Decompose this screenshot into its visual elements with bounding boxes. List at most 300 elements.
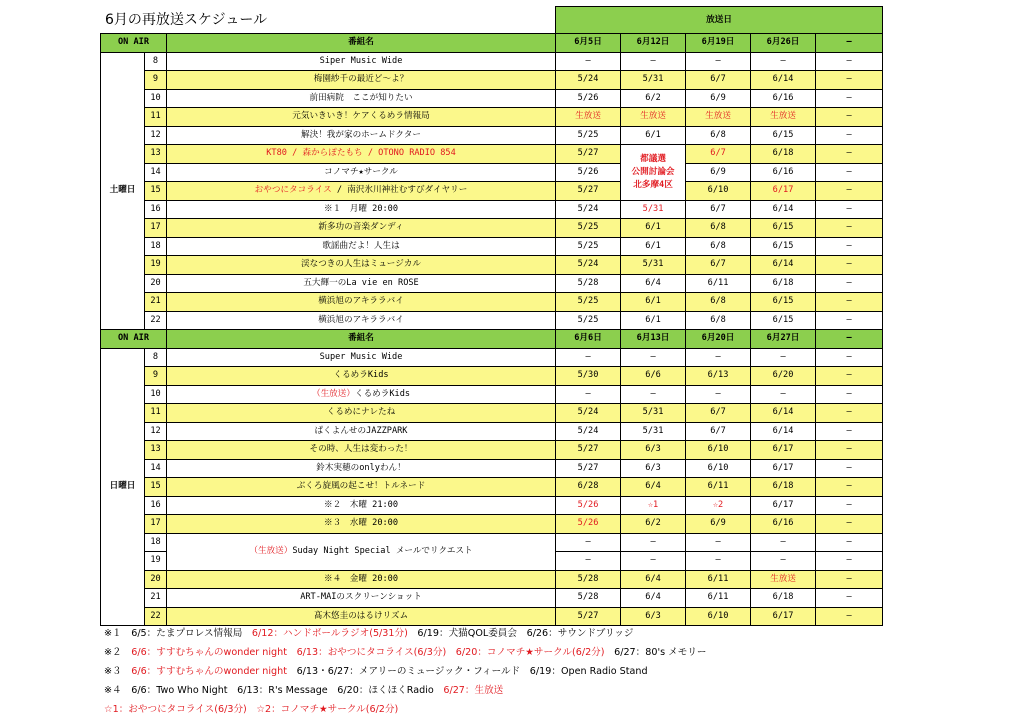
date-cell: ☆1 — [621, 496, 686, 515]
hour-cell: 18 — [145, 237, 167, 256]
table-row — [101, 163, 883, 182]
footnote-run: 6/27：生放送 — [443, 685, 504, 696]
text-run: （生放送） — [249, 546, 293, 556]
date-header: 6月19日 — [686, 34, 751, 53]
hour-cell: 11 — [145, 404, 167, 423]
text-run: 新多功の音楽ダンディ — [318, 222, 404, 233]
hour-cell: 13 — [145, 145, 167, 164]
date-cell: 6/8 — [686, 237, 751, 256]
date-cell: 6/9 — [686, 515, 751, 534]
text-run: 渓なつきの人生はミュージカル — [301, 259, 421, 270]
table-row — [101, 589, 883, 608]
date-cell: 6/10 — [686, 182, 751, 201]
date-cell: — — [686, 533, 751, 552]
date-cell: — — [751, 552, 816, 571]
hour-cell: 9 — [145, 71, 167, 90]
date-cell: 生放送 — [751, 570, 816, 589]
text-run: ※２ 木曜 21:00 — [324, 499, 399, 510]
date-cell: 6/17 — [751, 496, 816, 515]
date-cell: — — [556, 533, 621, 552]
date-cell: 5/31 — [621, 71, 686, 90]
hour-cell: 14 — [145, 459, 167, 478]
date-cell: 6/9 — [686, 163, 751, 182]
on-air-header: ON AIR — [101, 34, 167, 53]
date-cell: 5/24 — [556, 256, 621, 275]
date-header: 6月27日 — [751, 330, 816, 349]
date-cell: 6/8 — [686, 219, 751, 238]
hour-cell: 9 — [145, 367, 167, 386]
footnote-run: 6/6：すすむちゃんのwonder night 6/13：おやつにタコライス(6/3分) 6/20：コノマチ★サークル(6/2分) — [131, 647, 605, 658]
text-run: ぶくろ旋風の起こせ！トルネード — [296, 481, 426, 492]
date-cell: — — [621, 533, 686, 552]
date-cell: 6/7 — [686, 256, 751, 275]
text-run: ぱくよんせのJAZZPARK — [314, 425, 408, 436]
date-cell: 5/27 — [556, 182, 621, 201]
hour-cell: 13 — [145, 441, 167, 460]
footnote-line — [104, 700, 707, 719]
footnote-run: ※１ 6/5：たまプロレス情報局 — [104, 628, 252, 639]
date-cell: 5/24 — [556, 71, 621, 90]
special-event-cell — [621, 145, 686, 201]
footnote-line — [104, 624, 707, 643]
date-cell: — — [816, 552, 883, 571]
date-cell: — — [686, 552, 751, 571]
text-run: ※１ 月曜 20:00 — [324, 203, 399, 214]
date-header: 6月6日 — [556, 330, 621, 349]
date-header: — — [816, 330, 883, 349]
date-cell: 6/2 — [621, 515, 686, 534]
date-cell: 5/27 — [556, 441, 621, 460]
date-cell: 6/18 — [751, 478, 816, 497]
date-cell: — — [816, 515, 883, 534]
date-cell: 5/27 — [556, 607, 621, 626]
date-cell: — — [816, 256, 883, 275]
program-cell — [167, 385, 556, 404]
date-cell: 5/31 — [621, 404, 686, 423]
hour-cell: 20 — [145, 274, 167, 293]
footnote-run: ※２ — [104, 647, 132, 658]
text-run: Suday Night Special メールでリクエスト — [292, 546, 473, 556]
text-run: 五大輝一のLa vie en ROSE — [303, 277, 419, 288]
broadcast-day-header: 放送日 — [556, 7, 883, 34]
date-cell: 6/8 — [686, 126, 751, 145]
date-header: 6月13日 — [621, 330, 686, 349]
date-cell: 6/17 — [751, 607, 816, 626]
date-cell: 6/6 — [621, 367, 686, 386]
table-row — [101, 459, 883, 478]
hour-cell: 10 — [145, 385, 167, 404]
date-cell: 6/28 — [556, 478, 621, 497]
date-cell: 5/25 — [556, 219, 621, 238]
hour-cell: 20 — [145, 570, 167, 589]
text-run: （生放送） — [311, 388, 355, 399]
date-cell: — — [816, 182, 883, 201]
table-row — [101, 422, 883, 441]
date-cell: 6/14 — [751, 422, 816, 441]
text-run: 歌謡曲だよ！人生は — [322, 240, 400, 251]
sat-day-label: 土曜日 — [101, 52, 145, 330]
date-cell: — — [816, 404, 883, 423]
hour-cell: 12 — [145, 126, 167, 145]
date-cell: 生放送 — [686, 108, 751, 127]
hour-cell: 21 — [145, 589, 167, 608]
date-cell: 6/4 — [621, 589, 686, 608]
date-cell: 6/15 — [751, 126, 816, 145]
hour-cell: 11 — [145, 108, 167, 127]
date-cell: — — [816, 589, 883, 608]
program-cell — [167, 256, 556, 275]
program-cell — [167, 367, 556, 386]
program-cell — [167, 515, 556, 534]
date-cell: 6/11 — [686, 589, 751, 608]
footnote-line — [104, 643, 707, 662]
date-cell: 6/15 — [751, 293, 816, 312]
date-header: 6月5日 — [556, 34, 621, 53]
table-row — [101, 570, 883, 589]
date-cell: 5/26 — [556, 89, 621, 108]
header-row-top — [101, 7, 883, 34]
program-cell — [167, 459, 556, 478]
sun-header-row — [101, 330, 883, 349]
date-cell: 6/8 — [686, 293, 751, 312]
footnotes — [104, 624, 707, 719]
date-cell: 6/9 — [686, 89, 751, 108]
date-cell: — — [816, 108, 883, 127]
date-cell: — — [816, 478, 883, 497]
table-row — [101, 607, 883, 626]
date-cell: 6/17 — [751, 182, 816, 201]
date-cell: — — [816, 237, 883, 256]
date-cell: 6/17 — [751, 441, 816, 460]
date-header: 6月26日 — [751, 34, 816, 53]
hour-cell: 8 — [145, 348, 167, 367]
date-cell: — — [816, 200, 883, 219]
text-run: くるめラKids — [333, 370, 389, 381]
program-cell — [167, 89, 556, 108]
table-row — [101, 237, 883, 256]
program-cell — [167, 348, 556, 367]
hour-cell: 22 — [145, 311, 167, 330]
date-cell: 6/1 — [621, 293, 686, 312]
special-event-line: 都議選 — [640, 153, 666, 164]
text-run: くるめにナレたね — [326, 407, 396, 418]
title-space — [101, 7, 556, 34]
text-run: 森からぽたもち — [302, 148, 363, 159]
date-cell: 生放送 — [621, 108, 686, 127]
hour-cell: 22 — [145, 607, 167, 626]
page-title: 6月の再放送スケジュール — [105, 12, 268, 28]
date-cell: 5/25 — [556, 311, 621, 330]
hour-cell: 16 — [145, 200, 167, 219]
date-cell: — — [816, 607, 883, 626]
program-cell — [167, 145, 556, 164]
footnote-line — [104, 681, 707, 700]
footnote-run: 6/6：すすむちゃんのwonder night — [131, 666, 287, 677]
text-run: Super Music Wide — [319, 351, 403, 362]
date-cell: — — [816, 145, 883, 164]
program-name-header: 番組名 — [167, 330, 556, 349]
date-cell: 6/1 — [621, 237, 686, 256]
table-row — [101, 89, 883, 108]
date-cell: 6/3 — [621, 607, 686, 626]
date-cell: 6/8 — [686, 311, 751, 330]
hour-cell: 14 — [145, 163, 167, 182]
hour-cell: 19 — [145, 552, 167, 571]
date-cell: — — [751, 348, 816, 367]
date-cell: — — [816, 293, 883, 312]
text-run: 解決！我が家のホームドクター — [301, 129, 421, 140]
date-cell: — — [816, 274, 883, 293]
date-cell: — — [556, 52, 621, 71]
date-cell: — — [686, 348, 751, 367]
date-cell: 5/30 — [556, 367, 621, 386]
date-cell: 6/2 — [621, 89, 686, 108]
date-cell: 6/11 — [686, 570, 751, 589]
table-row — [101, 478, 883, 497]
hour-cell: 19 — [145, 256, 167, 275]
date-cell: 5/31 — [621, 200, 686, 219]
text-run: くるめラKids — [354, 388, 411, 399]
program-cell — [167, 182, 556, 201]
date-cell: 6/1 — [621, 311, 686, 330]
date-header: 6月12日 — [621, 34, 686, 53]
date-cell: 5/24 — [556, 200, 621, 219]
text-run: ART-MAIのスクリーンショット — [300, 592, 422, 603]
date-cell: 6/7 — [686, 200, 751, 219]
text-run: おやつにタコライス — [254, 185, 332, 196]
table-row — [101, 496, 883, 515]
date-cell: 6/4 — [621, 570, 686, 589]
date-cell: — — [621, 348, 686, 367]
footnote-run: ※４ 6/6：Two Who Night 6/13：R's Message 6/20：ほくほくRadio — [104, 685, 444, 696]
program-cell — [167, 422, 556, 441]
program-cell — [167, 219, 556, 238]
program-name-header: 番組名 — [167, 34, 556, 53]
text-run: 横浜旭のアキララバイ — [318, 314, 404, 325]
date-cell: 5/27 — [556, 459, 621, 478]
date-cell: 5/31 — [621, 422, 686, 441]
date-cell: 5/26 — [556, 496, 621, 515]
hour-cell: 15 — [145, 182, 167, 201]
date-cell: 6/20 — [751, 367, 816, 386]
text-run: 横浜旭のアキララバイ — [318, 296, 404, 307]
hour-cell: 10 — [145, 89, 167, 108]
date-cell: 5/25 — [556, 237, 621, 256]
date-cell: — — [816, 459, 883, 478]
date-cell: — — [686, 385, 751, 404]
text-run: コノマチ★サークル — [324, 166, 398, 177]
table-row — [101, 533, 883, 552]
date-cell: 6/4 — [621, 478, 686, 497]
text-run: / OTONO RADIO 854 — [362, 148, 456, 159]
date-cell: — — [621, 385, 686, 404]
program-cell — [167, 237, 556, 256]
sat-header-row — [101, 34, 883, 53]
hour-cell: 15 — [145, 478, 167, 497]
date-cell: 6/18 — [751, 589, 816, 608]
footnote-run: 6/27：80's メモリー — [604, 647, 707, 658]
date-cell: — — [556, 348, 621, 367]
date-cell: 5/28 — [556, 570, 621, 589]
table-row — [101, 274, 883, 293]
date-cell: 6/16 — [751, 515, 816, 534]
date-cell: — — [686, 52, 751, 71]
date-cell: — — [816, 348, 883, 367]
text-run: ※４ 金曜 20:00 — [324, 573, 399, 584]
table-row — [101, 367, 883, 386]
date-cell: — — [816, 71, 883, 90]
program-cell — [167, 108, 556, 127]
date-cell: — — [816, 163, 883, 182]
sun-day-label: 日曜日 — [101, 348, 145, 626]
date-cell: — — [816, 52, 883, 71]
footnote-line — [104, 662, 707, 681]
text-run: KT80 / — [266, 148, 303, 159]
program-cell — [167, 126, 556, 145]
program-cell — [167, 570, 556, 589]
date-cell: 6/16 — [751, 163, 816, 182]
date-cell: 6/7 — [686, 404, 751, 423]
date-cell: 生放送 — [751, 108, 816, 127]
program-cell — [167, 52, 556, 71]
table-row — [101, 71, 883, 90]
date-cell: 6/15 — [751, 311, 816, 330]
schedule-table — [100, 6, 883, 626]
footnote-run: 6/19：犬猫QOL委員会 6/26：サウンドブリッジ — [407, 628, 634, 639]
text-run: 元気いきいき！ケアくるめラ情報局 — [292, 111, 430, 122]
table-row — [101, 200, 883, 219]
hour-cell: 16 — [145, 496, 167, 515]
date-cell: 5/27 — [556, 145, 621, 164]
text-run: ※３ 水曜 20:00 — [324, 518, 399, 529]
program-cell — [167, 311, 556, 330]
date-cell: 5/28 — [556, 274, 621, 293]
date-cell: 5/26 — [556, 163, 621, 182]
date-cell: — — [816, 126, 883, 145]
date-cell: 6/13 — [686, 367, 751, 386]
date-cell: — — [621, 52, 686, 71]
footnote-run: ※３ — [104, 666, 132, 677]
program-cell — [167, 441, 556, 460]
date-cell: — — [556, 385, 621, 404]
program-cell-merged — [167, 533, 556, 570]
date-cell: 6/1 — [621, 219, 686, 238]
date-cell: — — [816, 441, 883, 460]
hour-cell: 12 — [145, 422, 167, 441]
date-cell: 6/7 — [686, 71, 751, 90]
special-event-line: 公開討論会 — [631, 166, 675, 177]
date-cell: 6/10 — [686, 441, 751, 460]
text-run: 前田病院 ここが知りたい — [309, 92, 413, 103]
footnote-run: 6/13・6/27：メアリーのミュージック・フィールド 6/19：Open Radio Stand — [286, 666, 648, 677]
table-row — [101, 293, 883, 312]
date-cell: 6/7 — [686, 145, 751, 164]
date-cell: — — [816, 367, 883, 386]
date-cell: — — [816, 219, 883, 238]
table-row — [101, 311, 883, 330]
hour-cell: 8 — [145, 52, 167, 71]
date-cell: 6/3 — [621, 459, 686, 478]
date-cell: — — [816, 496, 883, 515]
date-cell: 6/14 — [751, 200, 816, 219]
date-cell: — — [751, 52, 816, 71]
date-cell: 6/10 — [686, 459, 751, 478]
program-cell — [167, 496, 556, 515]
text-run: 鈴木実穂のonlyわん！ — [316, 462, 406, 473]
date-cell: — — [621, 552, 686, 571]
hour-cell: 17 — [145, 219, 167, 238]
hour-cell: 17 — [145, 515, 167, 534]
date-cell: 6/1 — [621, 126, 686, 145]
program-cell — [167, 589, 556, 608]
date-cell: 6/11 — [686, 478, 751, 497]
program-cell — [167, 478, 556, 497]
table-row — [101, 404, 883, 423]
date-cell: 5/31 — [621, 256, 686, 275]
date-cell: — — [816, 311, 883, 330]
table-row — [101, 219, 883, 238]
date-cell: 6/17 — [751, 459, 816, 478]
table-row — [101, 126, 883, 145]
date-cell: 6/11 — [686, 274, 751, 293]
table-row — [101, 108, 883, 127]
hour-cell: 21 — [145, 293, 167, 312]
footnote-run: ☆1：おやつにタコライス(6/3分) ☆2：コノマチ★サークル(6/2分) — [104, 704, 399, 715]
text-run: その時、人生は変わった！ — [309, 444, 413, 455]
date-cell: — — [816, 89, 883, 108]
date-cell: 5/25 — [556, 126, 621, 145]
date-cell: — — [556, 552, 621, 571]
date-cell: 5/28 — [556, 589, 621, 608]
date-cell: ☆2 — [686, 496, 751, 515]
program-cell — [167, 404, 556, 423]
text-run: / 南沢氷川神社むすびダイヤリー — [331, 185, 468, 196]
date-cell: 6/4 — [621, 274, 686, 293]
date-cell: — — [816, 533, 883, 552]
table-row — [101, 441, 883, 460]
table-row — [101, 182, 883, 201]
table-row — [101, 515, 883, 534]
date-cell: 6/18 — [751, 274, 816, 293]
date-cell: 6/14 — [751, 71, 816, 90]
table-row — [101, 348, 883, 367]
hour-cell: 18 — [145, 533, 167, 552]
date-cell: 6/3 — [621, 441, 686, 460]
date-cell: — — [751, 385, 816, 404]
program-cell — [167, 200, 556, 219]
text-run: Siper Music Wide — [319, 55, 403, 66]
date-cell: 6/18 — [751, 145, 816, 164]
date-cell: 5/25 — [556, 293, 621, 312]
date-cell: 6/14 — [751, 256, 816, 275]
program-cell — [167, 163, 556, 182]
date-cell: — — [816, 422, 883, 441]
date-cell: 5/26 — [556, 515, 621, 534]
table-row — [101, 256, 883, 275]
table-row — [101, 145, 883, 164]
date-header: 6月20日 — [686, 330, 751, 349]
text-run: 髙木悠圭のはるけリズム — [313, 610, 409, 621]
date-cell: 6/15 — [751, 237, 816, 256]
date-cell: 生放送 — [556, 108, 621, 127]
date-cell: — — [816, 570, 883, 589]
program-cell — [167, 274, 556, 293]
date-cell: 6/14 — [751, 404, 816, 423]
date-header: — — [816, 34, 883, 53]
on-air-header: ON AIR — [101, 330, 167, 349]
date-cell: 6/15 — [751, 219, 816, 238]
program-cell — [167, 71, 556, 90]
